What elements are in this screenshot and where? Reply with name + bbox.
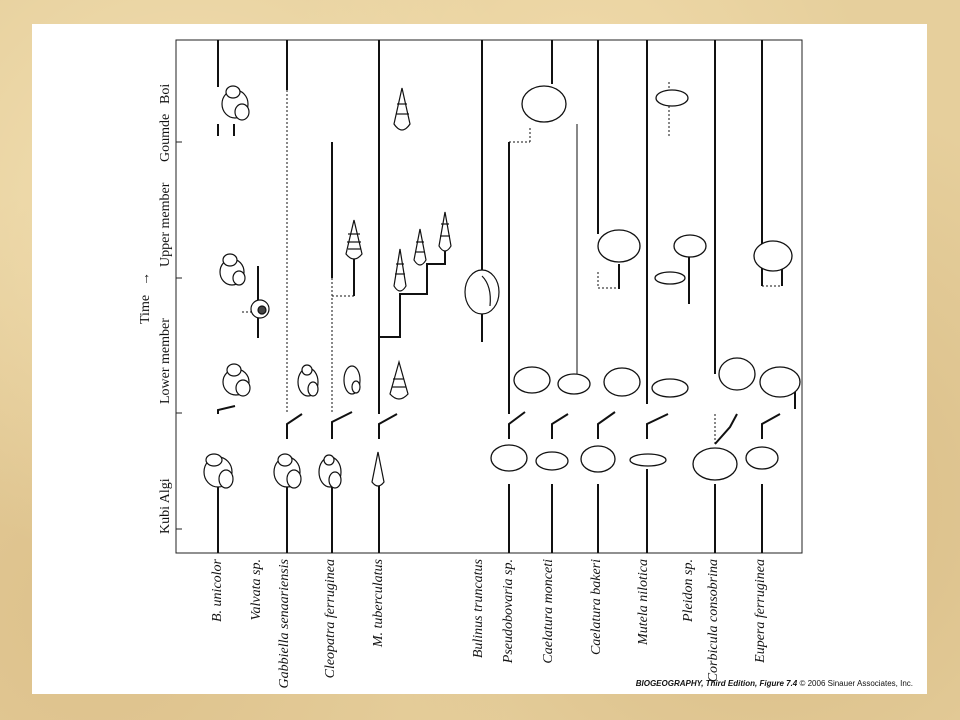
gastropod-shells [204, 86, 499, 488]
shell-icon [719, 358, 755, 390]
shell-icon [251, 300, 269, 318]
taxon-label: Pseudobovaria sp. [501, 559, 516, 664]
bivalve-shells [491, 86, 800, 480]
shell-icon [652, 379, 688, 397]
credit-copyright: © 2006 Sinauer Associates, Inc. [799, 679, 913, 688]
stage-label: Lower member [158, 318, 173, 404]
taxon-label: Gabbiella senaariensis [277, 559, 292, 689]
shell-icon [344, 366, 360, 394]
shell-icon [581, 446, 615, 472]
shell-icon [522, 86, 566, 122]
shell-icon [514, 367, 550, 393]
shell-icon [372, 452, 384, 486]
stage-label: Goumde [158, 113, 173, 162]
shell-icon [220, 254, 245, 285]
stage-label: Kubi Algi [158, 478, 173, 534]
time-axis-title [138, 272, 153, 324]
shell-icon [465, 270, 499, 314]
shell-icon [394, 88, 410, 130]
shell-icon [746, 447, 778, 469]
shell-icon [390, 362, 408, 399]
shell-icon [223, 364, 250, 396]
taxon-label: M. tuberculatus [371, 559, 386, 648]
taxon-label: Cleopatra ferruginea [323, 559, 338, 679]
shell-icon [693, 448, 737, 480]
figure-credit [636, 679, 913, 688]
taxon-label: Mutela nilotica [636, 559, 651, 645]
shell-icon [298, 365, 318, 396]
shell-icon [274, 454, 301, 488]
taxon-label: Caelatura bakeri [589, 559, 604, 656]
shell-icon [394, 249, 406, 291]
shell-icon [204, 454, 233, 488]
time-arrow-icon: → [138, 272, 153, 286]
shell-icon [754, 241, 792, 271]
shell-icon [491, 445, 527, 471]
shell-icon [439, 212, 451, 251]
shell-icon [598, 230, 640, 262]
shell-icon [630, 454, 666, 466]
shell-icon [604, 368, 640, 396]
shell-icon [760, 367, 800, 397]
taxon-label: Bulinus truncatus [471, 559, 486, 659]
time-ticks [176, 142, 182, 529]
taxon-label: Caelatura monceti [541, 559, 556, 664]
shell-icon [319, 455, 341, 488]
axis-title: Time [138, 294, 153, 324]
shell-icon [346, 220, 362, 259]
shell-icon [656, 90, 688, 106]
credit-figure: Figure 7.4 [759, 679, 798, 688]
lineage-diagram [32, 24, 927, 694]
shell-icon [674, 235, 706, 257]
credit-book: BIOGEOGRAPHY, Third Edition, [635, 679, 758, 688]
shell-icon [558, 374, 590, 394]
shell-icon [222, 86, 249, 120]
taxon-labels [210, 558, 768, 688]
taxon-label: Corbicula consobrina [706, 559, 721, 683]
taxon-label: Eupera ferruginea [753, 559, 768, 663]
stage-label: Boi [158, 83, 173, 104]
stage-labels [158, 84, 173, 534]
shell-icon [655, 272, 685, 284]
taxon-label: B. unicolor [210, 559, 225, 622]
shell-icon [536, 452, 568, 470]
taxon-label: Pleidon sp. [681, 559, 696, 622]
stage-label: Upper member [158, 182, 173, 267]
slide [32, 24, 927, 694]
shell-icon [414, 229, 426, 265]
taxon-label: Valvata sp. [249, 559, 264, 621]
